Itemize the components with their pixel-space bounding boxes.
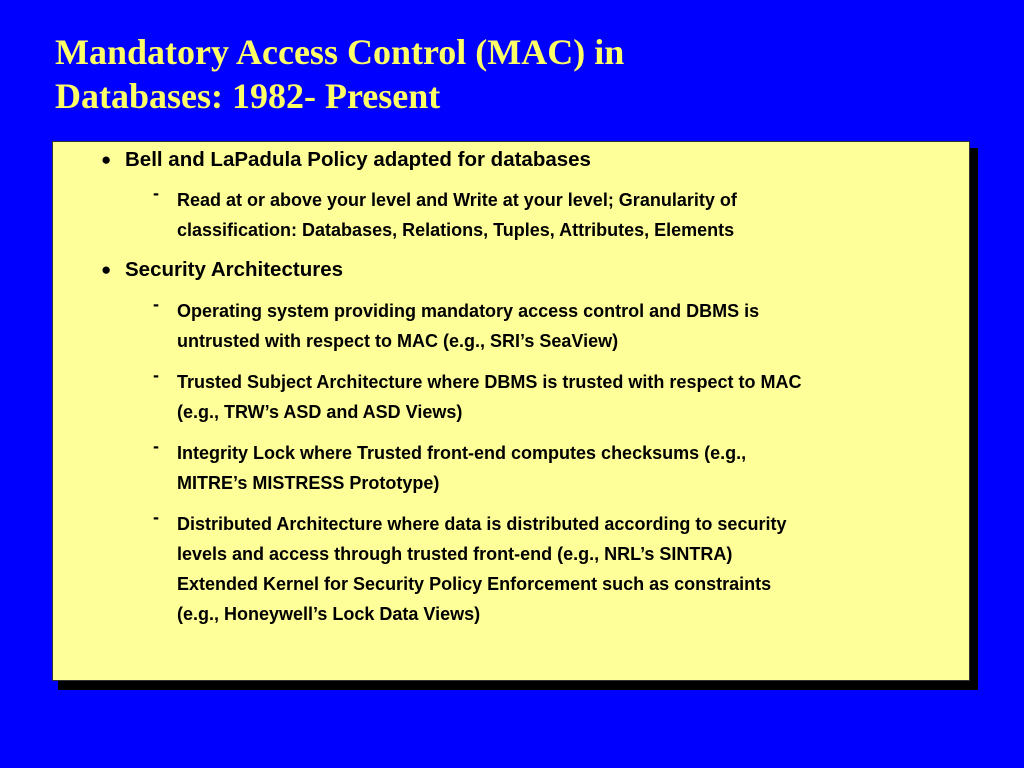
bullet-text: Security Architectures [125, 258, 343, 281]
sub-bullet-line: MITRE’s MISTRESS Prototype) [177, 473, 440, 493]
sub-bullet-line: Distributed Architecture where data is distributed according to security [177, 514, 787, 534]
bullet-icon: ● [101, 260, 112, 279]
sub-bullet-item [153, 365, 977, 427]
sub-bullet-item [153, 294, 977, 356]
sub-bullet-line: classification: Databases, Relations, Tuples, Attributes, Elements [177, 220, 735, 240]
content-panel [52, 141, 970, 681]
sub-bullet-line: (e.g., Honeywell’s Lock Data Views) [177, 604, 481, 624]
dash-icon: - [153, 183, 159, 203]
sub-bullet-line: Operating system providing mandatory access control and DBMS is [177, 301, 760, 321]
sub-bullet-line: Extended Kernel for Security Policy Enforcement such as constraints [177, 574, 772, 594]
dash-icon: - [153, 365, 159, 385]
dash-icon: - [153, 436, 159, 456]
sub-bullet-item [153, 183, 977, 245]
bullet-text: Bell and LaPadula Policy adapted for databases [125, 148, 591, 171]
sub-bullet-line: levels and access through trusted front-end (e.g., NRL’s SINTRA) [177, 544, 733, 564]
sub-bullet-line: Integrity Lock where Trusted front-end computes checksums (e.g., [177, 443, 747, 463]
sub-bullet-line: Trusted Subject Architecture where DBMS is trusted with respect to MAC [177, 372, 802, 392]
bullet-item [101, 258, 343, 282]
dash-icon: - [153, 507, 159, 527]
sub-bullet-item [153, 507, 977, 629]
title-line-1: Mandatory Access Control (MAC) in [55, 32, 625, 72]
bullet-item [101, 148, 591, 172]
bullet-icon: ● [101, 150, 112, 169]
sub-bullet-line: Read at or above your level and Write at your level; Granularity of [177, 190, 737, 210]
dash-icon: - [153, 294, 159, 314]
sub-bullet-line: (e.g., TRW’s ASD and ASD Views) [177, 402, 463, 422]
sub-bullet-item [153, 436, 977, 498]
title-line-2: Databases: 1982- Present [55, 76, 441, 116]
sub-bullet-line: untrusted with respect to MAC (e.g., SRI’s SeaView) [177, 331, 619, 351]
slide-title [55, 30, 995, 118]
